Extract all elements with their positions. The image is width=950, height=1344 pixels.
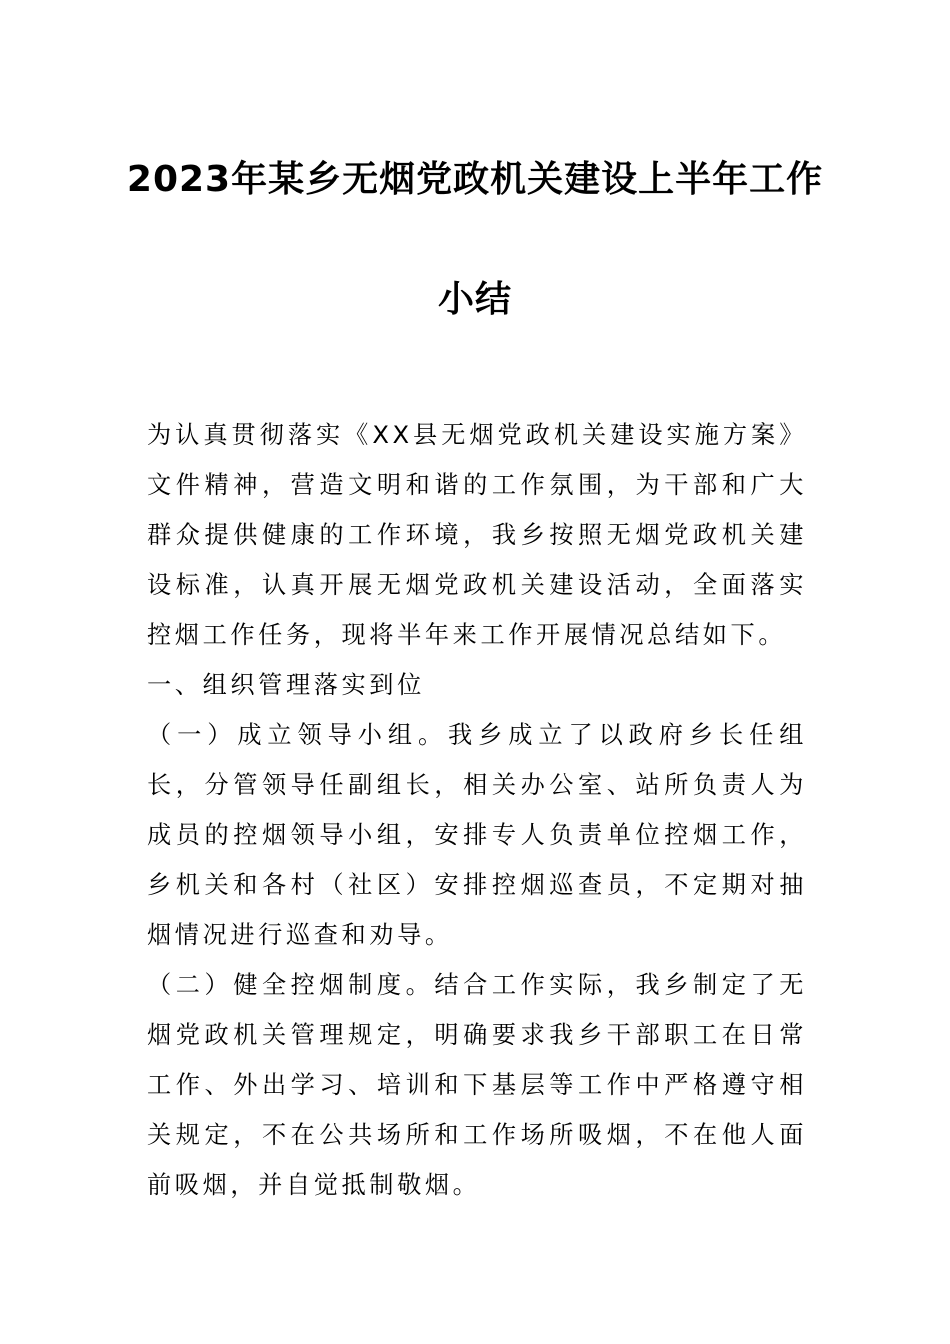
section-heading-1: 一、组织管理落实到位 [147,671,425,699]
document-title-line-2: 小结 [437,279,512,320]
document-title-line-1: 2023年某乡无烟党政机关建设上半年工作 [126,159,824,200]
document-body [147,410,807,1210]
intro-paragraph: 为认真贯彻落实《XX县无烟党政机关建设实施方案》文件精神，营造文明和谐的工作氛围，为干部和广大群众提供健康的工作环境，我乡按照无烟党政机关建设标准，认真开展无烟党政机关建设活动，全面落实控烟工作任务，现将半年来工作开展情况总结如下。 [147,421,807,649]
subsection-paragraph-1: （一）成立领导小组。我乡成立了以政府乡长任组长，分管领导任副组长，相关办公室、站所负责人为成员的控烟领导小组，安排专人负责单位控烟工作，乡机关和各村（社区）安排控烟巡查员，不定期对抽烟情况进行巡查和劝导。 [147,721,807,949]
subsection-paragraph-2: （二）健全控烟制度。结合工作实际，我乡制定了无烟党政机关管理规定，明确要求我乡干部职工在日常工作、外出学习、培训和下基层等工作中严格遵守相关规定，不在公共场所和工作场所吸烟，不在他人面前吸烟，并自觉抵制敬烟。 [147,971,807,1199]
